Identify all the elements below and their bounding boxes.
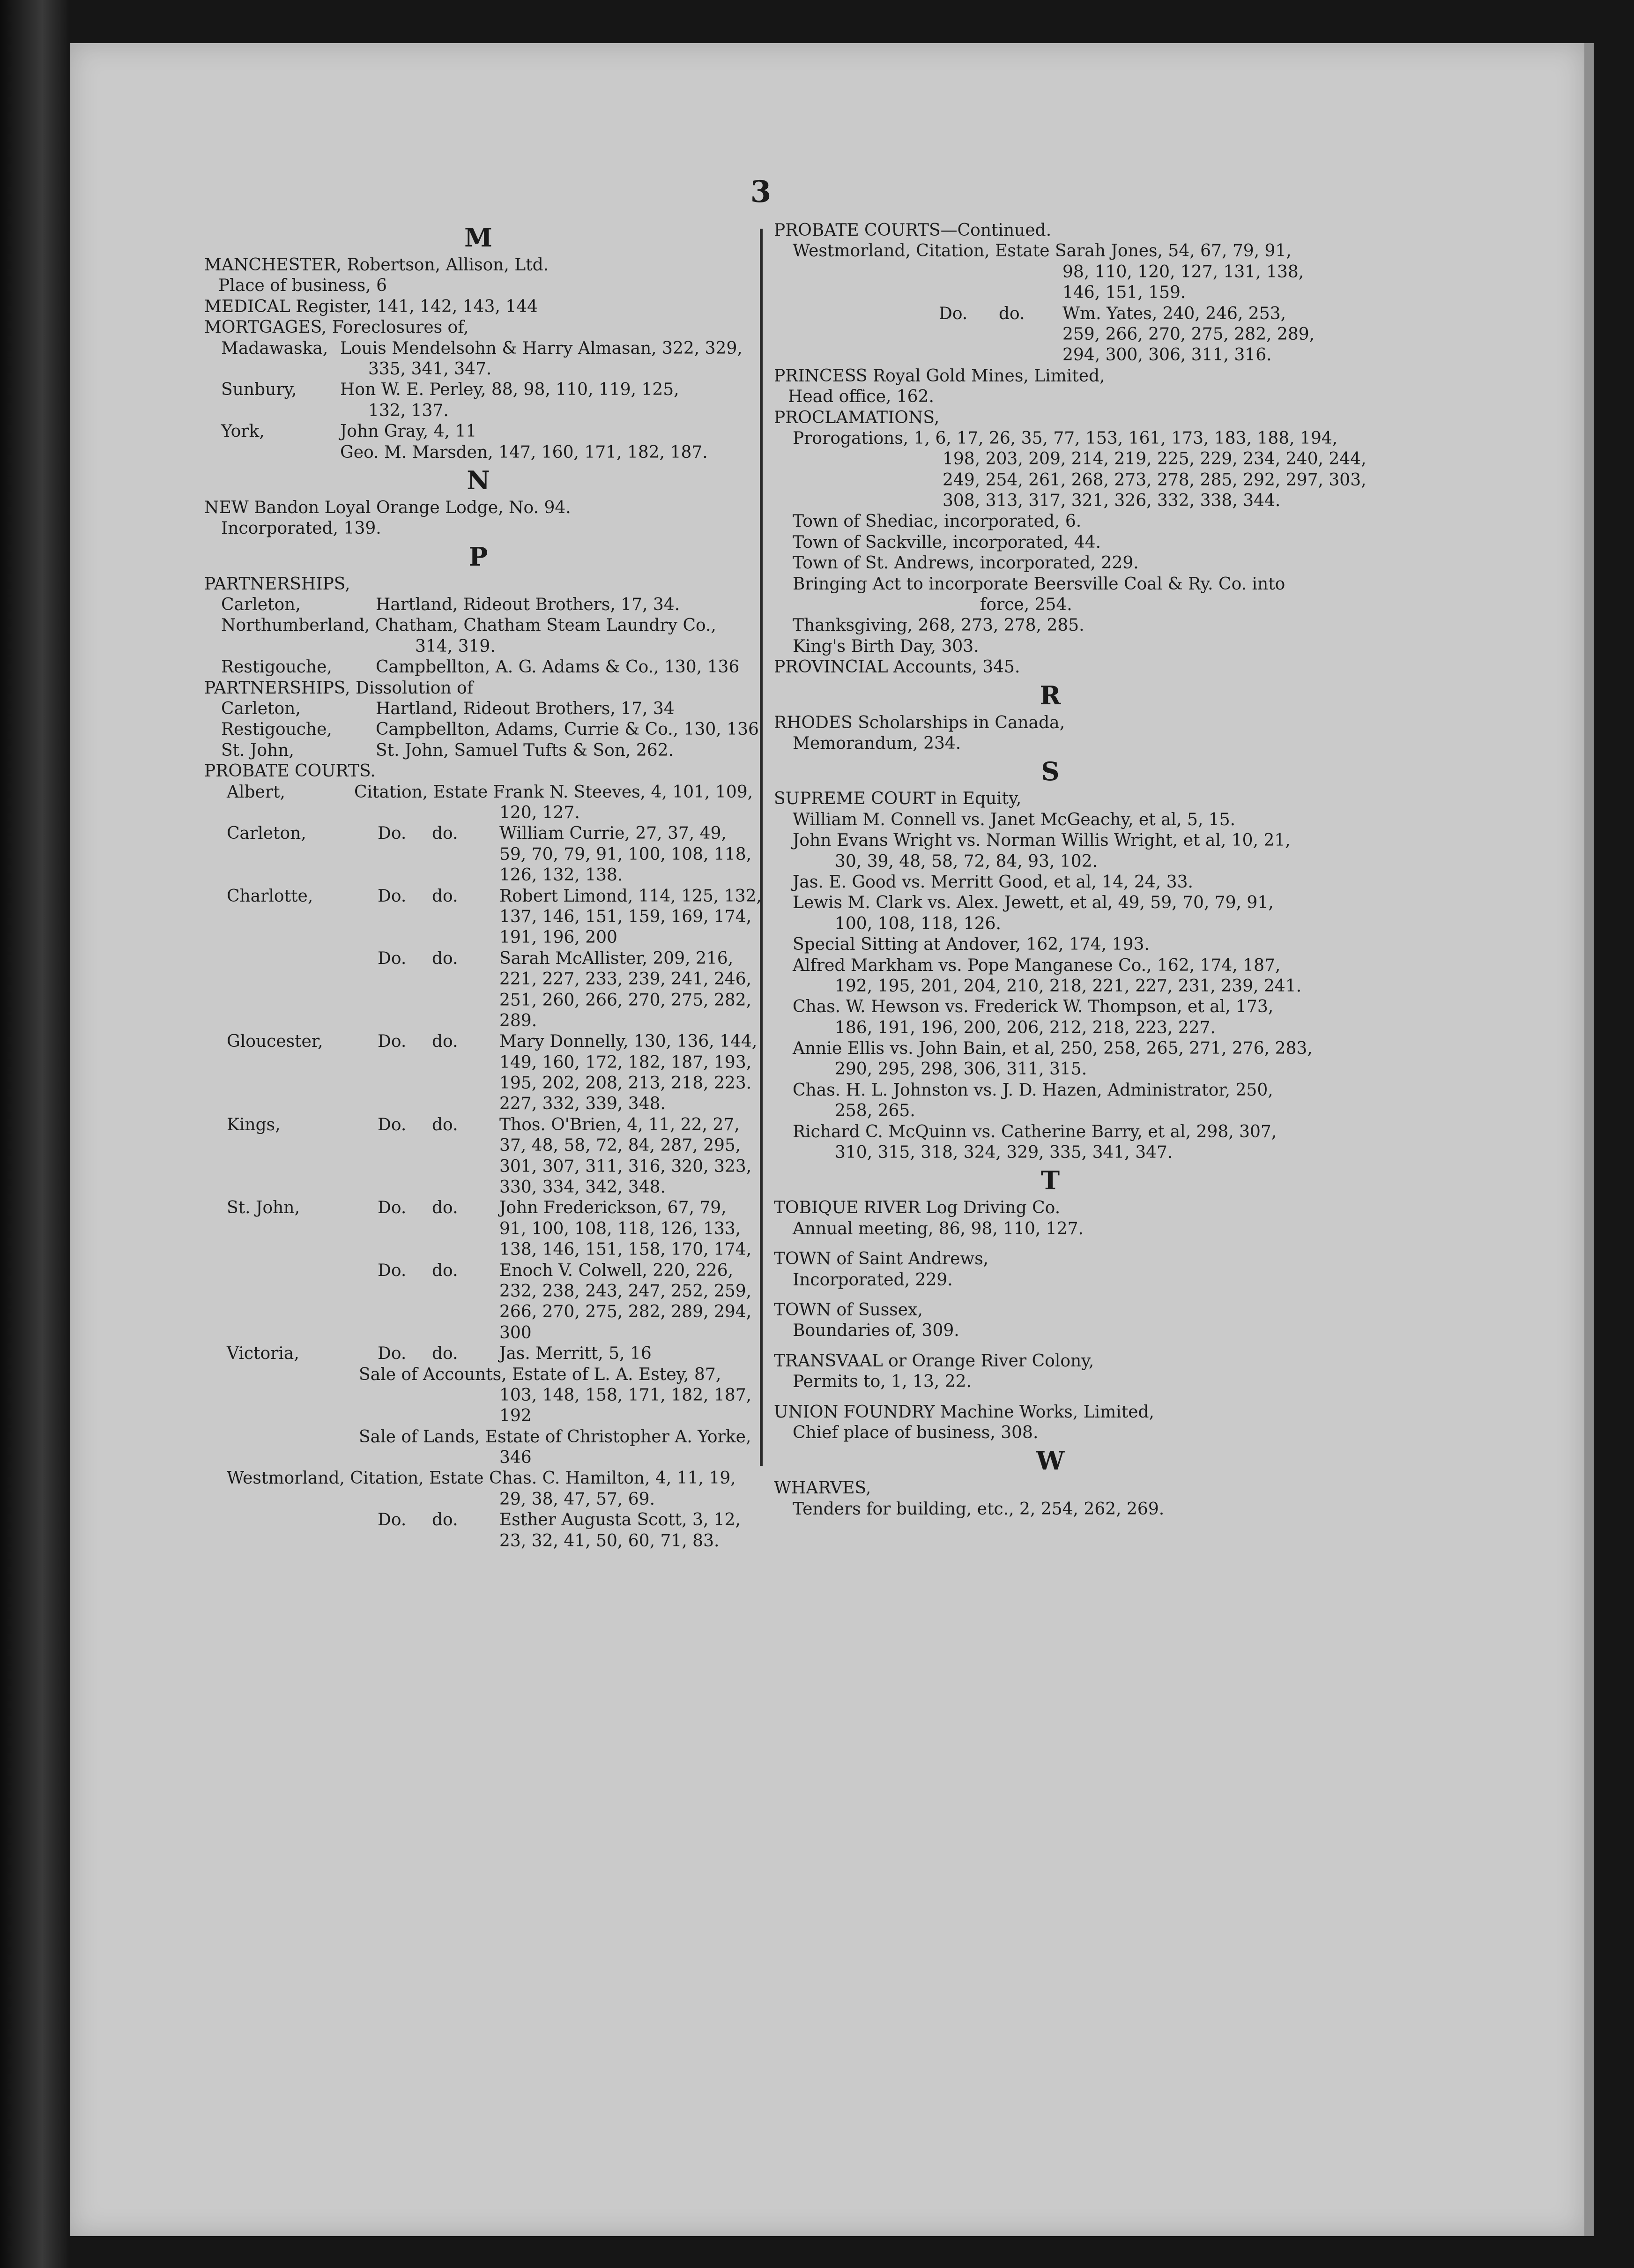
- index-entry-line: [204, 1531, 752, 1552]
- index-entry-line: [204, 657, 752, 678]
- entry-text: MORTGAGES, Foreclosures of,: [204, 318, 469, 337]
- entry-text: Louis Mendelsohn & Harry Almasan, 322, 329,: [340, 338, 743, 358]
- entry-text: 23, 32, 41, 50, 60, 71, 83.: [499, 1531, 720, 1551]
- index-entry-line: [204, 1323, 752, 1343]
- page-number: 3: [750, 174, 772, 209]
- index-entry-line: [204, 255, 752, 276]
- index-entry-line: [204, 1239, 752, 1260]
- entry-text: PARTNERSHIPS, Dissolution of: [204, 678, 474, 698]
- entry-text: PRINCESS Royal Gold Mines, Limited,: [774, 366, 1105, 386]
- index-entry-line: [204, 1261, 752, 1281]
- entry-text: Hartland, Rideout Brothers, 17, 34.: [376, 595, 680, 615]
- section-letter: N: [467, 465, 490, 495]
- index-entry-line: [204, 1302, 752, 1322]
- index-entry-line: [774, 1351, 1327, 1372]
- entry-text: 308, 313, 317, 321, 326, 332, 338, 344.: [943, 491, 1281, 511]
- index-entry-line: [204, 1052, 752, 1073]
- index-entry-line: [204, 886, 762, 907]
- entry-text: 120, 127.: [499, 803, 580, 822]
- entry-text: Citation, Estate Frank N. Steeves, 4, 101, 109,: [354, 782, 753, 802]
- index-entry-line: [774, 1499, 1327, 1520]
- entry-text: Boundaries of, 309.: [793, 1321, 959, 1341]
- entry-gap: [774, 1291, 1327, 1300]
- index-entry-line: [204, 1177, 752, 1198]
- entry-text: Prorogations, 1, 6, 17, 26, 35, 77, 153, 161, 173, 183, 188, 194,: [793, 428, 1338, 448]
- index-entry-line: [774, 636, 1327, 657]
- index-entry-line: [204, 1011, 752, 1031]
- entry-text: 132, 137.: [368, 401, 449, 420]
- index-entry-line: [774, 1219, 1327, 1239]
- index-entry-line: [774, 1018, 1327, 1038]
- index-entry-line: [774, 976, 1327, 997]
- entry-text: Place of business, 6: [218, 276, 387, 296]
- entry-text: do.: [432, 1344, 458, 1364]
- index-entry-line: [204, 823, 752, 844]
- index-entry-line: [204, 276, 752, 296]
- entry-text: PROBATE COURTS—Continued.: [774, 221, 1052, 240]
- entry-text: 149, 160, 172, 182, 187, 193,: [499, 1052, 752, 1072]
- index-entry-line: [204, 1031, 758, 1052]
- index-entry-line: [774, 1300, 1327, 1321]
- entry-text: Richard C. McQuinn vs. Catherine Barry, et al, 298, 307,: [793, 1122, 1277, 1141]
- entry-text: Do.: [378, 886, 407, 906]
- entry-text: Annie Ellis vs. John Bain, et al, 250, 258, 265, 271, 276, 283,: [793, 1039, 1313, 1059]
- index-entry-line: [204, 969, 752, 990]
- entry-text: St. John,: [227, 1198, 300, 1218]
- entry-text: John Gray, 4, 11: [340, 422, 477, 441]
- entry-text: 59, 70, 79, 91, 100, 108, 118,: [499, 844, 752, 864]
- index-entry-line: [774, 713, 1327, 733]
- entry-text: Do.: [378, 1344, 407, 1364]
- column-divider: [760, 229, 763, 1466]
- entry-text: Madawaska,: [221, 338, 328, 358]
- entry-text: 249, 254, 261, 268, 273, 278, 285, 292, 297, 303,: [943, 470, 1367, 490]
- entry-text: MEDICAL Register, 141, 142, 143, 144: [204, 297, 538, 316]
- entry-text: Enoch V. Colwell, 220, 226,: [499, 1261, 734, 1280]
- index-entry-line: [204, 401, 752, 421]
- index-entry-line: [204, 927, 752, 948]
- entry-text: Incorporated, 139.: [221, 519, 381, 538]
- entry-text: Robert Limond, 114, 125, 132,: [499, 886, 762, 906]
- entry-text: Permits to, 1, 13, 22.: [793, 1372, 972, 1392]
- index-entry-line: [774, 914, 1327, 934]
- entry-text: 289.: [499, 1011, 537, 1030]
- index-entry-line: [204, 1115, 752, 1135]
- entry-text: 98, 110, 120, 127, 131, 138,: [1062, 262, 1304, 282]
- index-entry-line: [774, 470, 1367, 491]
- index-entry-line: [204, 595, 752, 615]
- index-entry-line: [774, 283, 1327, 303]
- entry-text: Sarah McAllister, 209, 216,: [499, 948, 734, 968]
- entry-text: 198, 203, 209, 214, 219, 225, 229, 234, 240, 244,: [943, 449, 1367, 469]
- entry-text: Geo. M. Marsden, 147, 160, 171, 182, 187.: [340, 442, 708, 462]
- entry-text: 251, 260, 266, 270, 275, 282,: [499, 990, 752, 1010]
- entry-text: RHODES Scholarships in Canada,: [774, 713, 1065, 732]
- entry-text: do.: [999, 304, 1025, 323]
- entry-text: Carleton,: [221, 595, 301, 615]
- index-entry-line: [774, 511, 1327, 532]
- index-entry-line: [204, 518, 752, 539]
- index-entry-line: [204, 1219, 752, 1239]
- entry-text: Esther Augusta Scott, 3, 12,: [499, 1510, 741, 1530]
- entry-text: 103, 148, 158, 171, 182, 187,: [499, 1385, 752, 1405]
- entry-text: King's Birth Day, 303.: [793, 636, 979, 656]
- index-entry-line: [204, 380, 752, 400]
- index-entry-line: [774, 872, 1327, 893]
- index-entry-line: [774, 324, 1327, 345]
- entry-text: do.: [432, 1115, 458, 1134]
- entry-text: 258, 265.: [835, 1101, 915, 1121]
- index-column-left: [204, 220, 762, 1552]
- index-entry-line: [774, 220, 1327, 241]
- entry-text: 310, 315, 318, 324, 329, 335, 341, 347.: [835, 1143, 1173, 1163]
- entry-text: Chas. W. Hewson vs. Frederick W. Thompson, et al, 173,: [793, 997, 1274, 1017]
- index-entry-line: [774, 345, 1327, 366]
- entry-text: Memorandum, 234.: [793, 733, 961, 753]
- section-letter: M: [464, 223, 492, 253]
- entry-text: 294, 300, 306, 311, 316.: [1062, 345, 1272, 365]
- entry-text: 266, 270, 275, 282, 289, 294,: [499, 1302, 752, 1322]
- entry-text: Sunbury,: [221, 380, 297, 400]
- index-entry-line: [774, 1059, 1327, 1080]
- index-entry-line: [774, 934, 1327, 955]
- index-entry-line: [204, 359, 752, 380]
- entry-text: Sale of Accounts, Estate of L. A. Estey, 87,: [359, 1365, 721, 1384]
- entry-text: Victoria,: [227, 1344, 299, 1364]
- index-entry-line: [204, 1385, 752, 1406]
- index-entry-line: [774, 262, 1327, 283]
- index-entry-line: [774, 408, 1327, 428]
- entry-text: Alfred Markham vs. Pope Manganese Co., 162, 174, 187,: [793, 955, 1281, 975]
- entry-text: Do.: [378, 1198, 407, 1218]
- entry-text: 301, 307, 311, 316, 320, 323,: [499, 1156, 752, 1176]
- index-entry-line: [204, 865, 752, 886]
- index-entry-line: [204, 1094, 752, 1114]
- entry-text: PARTNERSHIPS,: [204, 574, 350, 594]
- entry-text: Sale of Lands, Estate of Christopher A. Yorke,: [359, 1427, 751, 1447]
- index-entry-line: [774, 595, 1327, 615]
- entry-text: NEW Bandon Loyal Orange Lodge, No. 94.: [204, 498, 571, 517]
- index-entry-line: [204, 636, 752, 657]
- index-column-right: [774, 220, 1367, 1520]
- entry-text: Do.: [378, 1261, 407, 1280]
- index-entry-line: [774, 1142, 1327, 1163]
- index-entry-line: [774, 1101, 1327, 1121]
- index-entry-line: [774, 1122, 1327, 1142]
- index-entry-line: [204, 803, 752, 823]
- index-entry-line: [204, 990, 752, 1011]
- entry-text: Do.: [378, 948, 407, 968]
- entry-text: 259, 266, 270, 275, 282, 289,: [1062, 324, 1315, 344]
- index-entry-line: [774, 810, 1327, 830]
- entry-text: Town of Shediac, incorporated, 6.: [793, 512, 1082, 531]
- index-entry-line: [204, 1073, 752, 1094]
- entry-text: PROCLAMATIONS,: [774, 408, 940, 427]
- entry-text: PROVINCIAL Accounts, 345.: [774, 657, 1020, 677]
- index-entry-line: [774, 304, 1327, 324]
- index-entry-line: [774, 851, 1327, 872]
- index-entry-line: [774, 733, 1327, 754]
- index-entry-line: [774, 789, 1327, 809]
- entry-text: York,: [221, 422, 265, 441]
- entry-text: 300: [499, 1323, 532, 1343]
- index-entry-line: [774, 532, 1327, 553]
- entry-text: do.: [432, 824, 458, 843]
- entry-text: Hartland, Rideout Brothers, 17, 34: [376, 699, 675, 719]
- index-entry-line: [204, 1510, 752, 1530]
- entry-text: do.: [432, 1198, 458, 1218]
- entry-text: 30, 39, 48, 58, 72, 84, 93, 102.: [835, 851, 1098, 871]
- entry-gap: [774, 1342, 1327, 1351]
- entry-gap: [774, 1239, 1327, 1249]
- entry-text: 232, 238, 243, 247, 252, 259,: [499, 1281, 752, 1301]
- index-entry-line: [204, 421, 752, 442]
- entry-text: Tenders for building, etc., 2, 254, 262, 269.: [793, 1499, 1165, 1519]
- index-entry-line: [774, 830, 1327, 851]
- index-entry-line: [204, 907, 752, 927]
- index-entry-line: [204, 1489, 752, 1510]
- entry-text: John Evans Wright vs. Norman Willis Wright, et al, 10, 21,: [793, 831, 1291, 850]
- index-entry-line: [204, 1447, 752, 1468]
- index-entry-line: [204, 1406, 752, 1426]
- index-entry-line: [204, 699, 752, 719]
- entry-text: 126, 132, 138.: [499, 865, 623, 885]
- entry-text: John Frederickson, 67, 79,: [499, 1198, 727, 1218]
- index-entry-line: [774, 1478, 1327, 1499]
- entry-text: Jas. Merritt, 5, 16: [499, 1344, 652, 1364]
- index-entry-line: [774, 1038, 1327, 1059]
- entry-text: Wm. Yates, 240, 246, 253,: [1062, 304, 1286, 323]
- index-entry-line: [204, 844, 752, 865]
- page-edge: [1584, 43, 1594, 2236]
- entry-text: 137, 146, 151, 159, 169, 174,: [499, 907, 752, 926]
- entry-text: do.: [432, 1261, 458, 1280]
- entry-text: do.: [432, 1510, 458, 1530]
- entry-text: 146, 151, 159.: [1062, 283, 1186, 303]
- entry-text: Carleton,: [221, 699, 301, 719]
- entry-text: 346: [499, 1448, 532, 1468]
- index-entry-line: [204, 615, 752, 636]
- index-entry-line: [204, 1198, 752, 1218]
- index-entry-line: [774, 1423, 1327, 1443]
- entry-text: 186, 191, 196, 200, 206, 212, 218, 223, 227.: [835, 1018, 1216, 1037]
- entry-text: 330, 334, 342, 348.: [499, 1178, 666, 1197]
- index-entry-line: [204, 719, 759, 740]
- index-entry-line: [774, 997, 1327, 1017]
- entry-text: William Currie, 27, 37, 49,: [499, 824, 727, 843]
- entry-text: Hon W. E. Perley, 88, 98, 110, 119, 125,: [340, 380, 679, 400]
- entry-text: Do.: [378, 1510, 407, 1530]
- section-letter: S: [1041, 756, 1060, 787]
- index-entry-line: [204, 782, 752, 803]
- entry-text: St. John,: [221, 740, 294, 760]
- entry-text: 192: [499, 1406, 532, 1426]
- entry-text: do.: [432, 1032, 458, 1052]
- entry-text: 314, 319.: [415, 636, 496, 656]
- index-entry-line: [204, 317, 752, 338]
- entry-text: MANCHESTER, Robertson, Allison, Ltd.: [204, 255, 549, 275]
- entry-text: TOBIQUE RIVER Log Driving Co.: [774, 1198, 1061, 1218]
- section-letter: W: [1036, 1446, 1065, 1476]
- index-entry-line: [774, 1080, 1327, 1101]
- entry-text: Charlotte,: [227, 886, 313, 906]
- entry-text: 91, 100, 108, 118, 126, 133,: [499, 1219, 741, 1238]
- index-entry-line: [774, 553, 1327, 574]
- entry-text: 221, 227, 233, 239, 241, 246,: [499, 970, 752, 989]
- index-entry-line: [204, 761, 752, 782]
- section-letter: T: [1040, 1165, 1060, 1196]
- entry-text: UNION FOUNDRY Machine Works, Limited,: [774, 1402, 1154, 1422]
- index-entry-line: [774, 491, 1327, 511]
- index-entry-line: [774, 449, 1367, 470]
- entry-text: Special Sitting at Andover, 162, 174, 193.: [793, 935, 1150, 955]
- index-entry-line: [774, 1402, 1327, 1423]
- entry-text: WHARVES,: [774, 1478, 871, 1498]
- entry-text: Westmorland, Citation, Estate Chas. C. Hamilton, 4, 11, 19,: [227, 1469, 736, 1488]
- entry-text: Town of Sackville, incorporated, 44.: [793, 532, 1101, 552]
- entry-text: Do.: [378, 1115, 407, 1134]
- entry-text: SUPREME COURT in Equity,: [774, 789, 1022, 809]
- entry-text: Head office, 162.: [788, 387, 934, 407]
- entry-text: Thos. O'Brien, 4, 11, 22, 27,: [499, 1115, 740, 1134]
- index-entry-line: [204, 1135, 752, 1156]
- index-entry-line: [204, 678, 752, 699]
- entry-text: Restigouche,: [221, 657, 332, 677]
- index-entry-line: [774, 1198, 1327, 1218]
- section-letter: P: [468, 541, 488, 572]
- entry-text: 191, 196, 200: [499, 928, 617, 947]
- entry-text: Town of St. Andrews, incorporated, 229.: [793, 553, 1139, 573]
- entry-text: 227, 332, 339, 348.: [499, 1094, 666, 1114]
- entry-text: 290, 295, 298, 306, 311, 315.: [835, 1059, 1087, 1079]
- entry-text: Chas. H. L. Johnston vs. J. D. Hazen, Administrator, 250,: [793, 1080, 1273, 1100]
- entry-text: St. John, Samuel Tufts & Son, 262.: [376, 740, 674, 760]
- entry-text: TRANSVAAL or Orange River Colony,: [774, 1351, 1094, 1371]
- index-entry-line: [774, 574, 1327, 595]
- index-entry-line: [774, 241, 1327, 261]
- index-entry-line: [774, 1270, 1327, 1291]
- index-entry-line: [204, 1343, 752, 1364]
- section-letter: R: [1040, 680, 1061, 710]
- index-entry-line: [774, 657, 1327, 678]
- entry-text: Do.: [378, 1032, 407, 1052]
- entry-text: Campbellton, Adams, Currie & Co., 130, 136: [376, 720, 759, 739]
- index-entry-line: [774, 1372, 1327, 1392]
- entry-text: 37, 48, 58, 72, 84, 287, 295,: [499, 1136, 741, 1156]
- entry-text: Mary Donnelly, 130, 136, 144,: [499, 1032, 758, 1052]
- index-entry-line: [774, 387, 1327, 407]
- entry-text: William M. Connell vs. Janet McGeachy, et al, 5, 15.: [793, 810, 1236, 829]
- index-entry-line: [204, 1281, 752, 1302]
- entry-text: 138, 146, 151, 158, 170, 174,: [499, 1240, 752, 1260]
- entry-text: Incorporated, 229.: [793, 1270, 953, 1290]
- entry-text: Gloucester,: [227, 1032, 323, 1052]
- index-entry-line: [774, 1321, 1327, 1341]
- index-entry-line: [774, 1249, 1327, 1269]
- index-entry-line: [774, 428, 1338, 449]
- book-spine: [0, 0, 70, 2268]
- entry-text: Westmorland, Citation, Estate Sarah Jones, 54, 67, 79, 91,: [793, 241, 1292, 261]
- entry-text: TOWN of Saint Andrews,: [774, 1249, 989, 1269]
- entry-text: Northumberland, Chatham, Chatham Steam Laundry Co.,: [221, 616, 716, 635]
- index-entry-line: [774, 955, 1327, 976]
- index-entry-line: [204, 442, 752, 463]
- entry-text: Lewis M. Clark vs. Alex. Jewett, et al, 49, 59, 70, 79, 91,: [793, 893, 1274, 913]
- index-entry-line: [204, 338, 752, 359]
- entry-text: 192, 195, 201, 204, 210, 218, 221, 227, 231, 239, 241.: [835, 976, 1302, 996]
- entry-text: do.: [432, 886, 458, 906]
- entry-text: Thanksgiving, 268, 273, 278, 285.: [793, 616, 1084, 635]
- index-entry-line: [204, 1156, 752, 1177]
- index-entry-line: [204, 297, 752, 317]
- entry-text: Jas. E. Good vs. Merritt Good, et al, 14, 24, 33.: [793, 872, 1193, 892]
- entry-text: Restigouche,: [221, 720, 332, 739]
- index-entry-line: [774, 893, 1327, 913]
- entry-text: 29, 38, 47, 57, 69.: [499, 1489, 655, 1509]
- entry-text: Bringing Act to incorporate Beersville Coal & Ry. Co. into: [793, 574, 1285, 594]
- entry-text: Albert,: [227, 782, 285, 802]
- entry-text: Carleton,: [227, 824, 306, 843]
- index-entry-line: [204, 1365, 752, 1385]
- index-entry-line: [774, 615, 1327, 636]
- entry-text: Kings,: [227, 1115, 281, 1134]
- entry-text: Annual meeting, 86, 98, 110, 127.: [793, 1219, 1084, 1238]
- entry-text: Do.: [378, 824, 407, 843]
- entry-text: 195, 202, 208, 213, 218, 223.: [499, 1074, 752, 1093]
- entry-text: Campbellton, A. G. Adams & Co., 130, 136: [376, 657, 740, 677]
- entry-text: 100, 108, 118, 126.: [835, 914, 1001, 933]
- index-entry-line: [774, 366, 1327, 387]
- entry-text: Do.: [939, 304, 968, 323]
- index-entry-line: [204, 948, 752, 969]
- index-entry-line: [204, 740, 752, 761]
- entry-gap: [774, 1393, 1327, 1402]
- entry-text: 335, 341, 347.: [368, 359, 492, 379]
- entry-text: PROBATE COURTS.: [204, 761, 376, 781]
- index-entry-line: [204, 1468, 752, 1489]
- entry-text: Chief place of business, 308.: [793, 1423, 1039, 1442]
- index-entry-line: [204, 574, 752, 595]
- index-entry-line: [204, 498, 752, 518]
- entry-text: do.: [432, 948, 458, 968]
- entry-text: TOWN of Sussex,: [774, 1300, 923, 1320]
- index-entry-line: [204, 1427, 752, 1447]
- entry-text: force, 254.: [980, 595, 1072, 615]
